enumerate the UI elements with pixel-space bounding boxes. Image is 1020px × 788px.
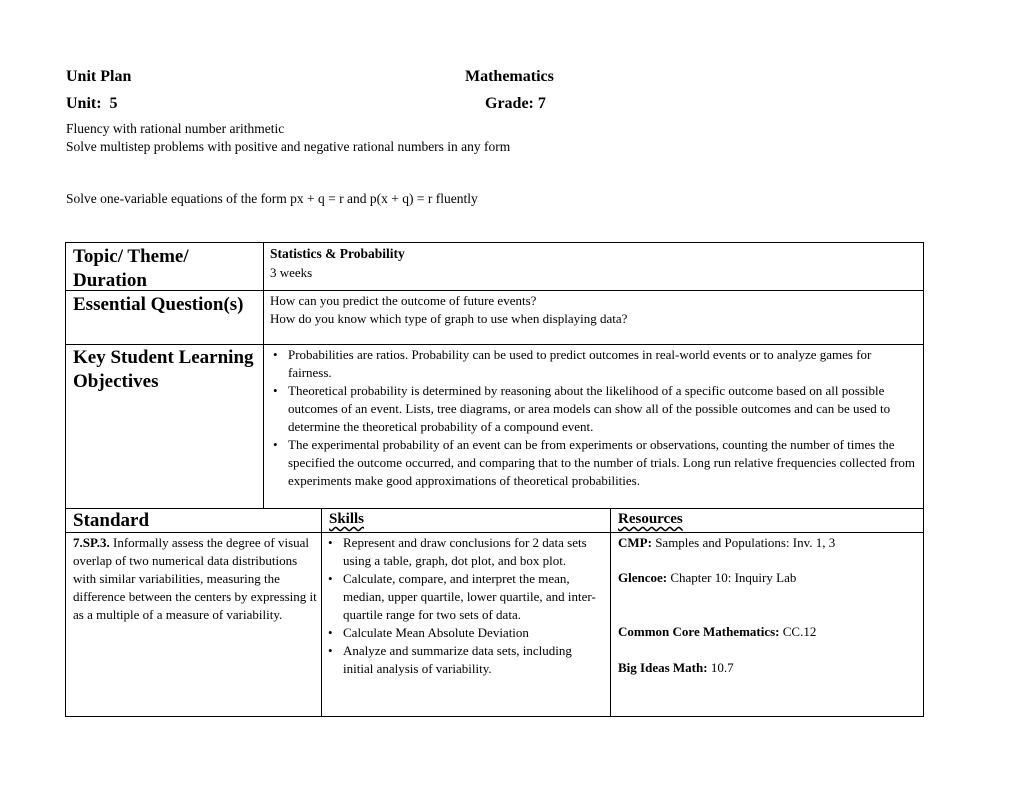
objective-item: • Probabilities are ratios. Probability can be used to predict outcomes in real-world events or to analyze games for fairness.	[268, 346, 918, 382]
intro-line: Fluency with rational number arithmetic	[66, 121, 285, 136]
subject-title: Mathematics	[465, 68, 554, 85]
skill-item: • Analyze and summarize data sets, including initial analysis of variability.	[323, 642, 605, 678]
unit-plan-table	[65, 242, 924, 717]
resources-header	[618, 511, 908, 528]
topic-duration: 3 weeks	[270, 265, 313, 280]
resource-text: Chapter 10: Inquiry Lab	[670, 570, 797, 585]
objective-item: • The experimental probability of an event can be from experiments or observations, counting the number of times the specified the outcome occurred, and comparing that to the number of trials. Long run relative frequencies collected from experiments make good approximations of theoretical probabilities.	[268, 436, 918, 490]
unit-plan-label: Unit Plan	[66, 68, 132, 85]
skill-item: • Represent and draw conclusions for 2 data sets using a table, graph, dot plot, and box plot.	[323, 534, 605, 570]
resource-text: CC.12	[782, 624, 817, 639]
topic-title: Statistics & Probability	[270, 246, 405, 261]
standard-code: 7.SP.3.	[73, 535, 110, 550]
resource-item	[618, 623, 918, 641]
resource-item	[618, 659, 918, 677]
resource-item	[618, 569, 918, 587]
objectives-label: Key Student Learning Objectives	[73, 347, 254, 392]
standard-description: Informally assess the degree of visual overlap of two numerical data distributions with similar variabilities, measuring the difference between the centers by expressing it as a multiple of a measure of variability.	[73, 535, 317, 622]
standard-header: Standard	[73, 510, 150, 531]
essential-question: How can you predict the outcome of future events?	[270, 293, 537, 308]
topic-label: Topic/ Theme/ Duration	[73, 246, 189, 291]
resources-header-text: Resources	[618, 511, 683, 527]
essential-question-label: Essential Question(s)	[73, 294, 244, 315]
skills-header	[329, 511, 599, 528]
skills-list	[323, 534, 605, 678]
skill-item: • Calculate, compare, and interpret the mean, median, upper quartile, lower quartile, and inter-quartile range for two sets of data.	[323, 570, 605, 624]
intro-line: Solve multistep problems with positive and negative rational numbers in any form	[66, 139, 511, 154]
skills-header-text: Skills	[329, 511, 365, 527]
unit-number: Unit: 5	[66, 95, 118, 112]
resource-label: Big Ideas Math:	[618, 660, 708, 675]
resource-label: Glencoe:	[618, 570, 668, 585]
resource-label: Common Core Mathematics:	[618, 624, 780, 639]
objectives-list	[268, 346, 918, 508]
objective-item: • Theoretical probability is determined by reasoning about the likelihood of a specific outcome based on all possible outcomes of an event. Lists, tree diagrams, or area models can show all of the possible outcomes and can be used to determine the theoretical probability of a compound event.	[268, 382, 918, 436]
resource-label: CMP:	[618, 535, 652, 550]
intro-line: Solve one-variable equations of the form px + q = r and p(x + q) = r fluently	[66, 191, 478, 206]
resource-text: 10.7	[710, 660, 734, 675]
resource-item	[618, 534, 918, 552]
resource-text: Samples and Populations: Inv. 1, 3	[655, 535, 836, 550]
essential-question: How do you know which type of graph to use when displaying data?	[270, 311, 628, 326]
standard-text	[73, 534, 319, 624]
skill-item: • Calculate Mean Absolute Deviation	[323, 624, 605, 642]
grade-label: Grade: 7	[485, 95, 546, 112]
